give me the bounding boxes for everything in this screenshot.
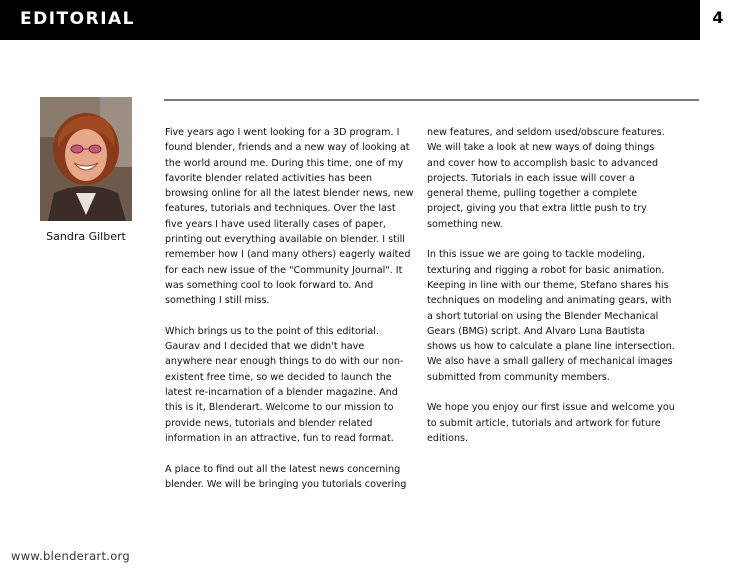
article-column-right xyxy=(427,125,695,462)
page-number: 4 xyxy=(712,8,724,27)
paragraph: Five years ago I went looking for a 3D program. I found blender, friends and a new way of looking at the world around me. During this time, one of my favorite blender related activities has been browsing online for all the latest blender news, new features, tutorials and techniques. Over the last five years I have used literally cases of paper, printing out everything available on blender. I still remember how I (and many others) eagerly waited for each new issue of the "Community Journal". It was something cool to look forward to. And something I still miss. xyxy=(165,127,414,307)
footer-url: www.blenderart.org xyxy=(11,549,130,563)
section-title: EDITORIAL xyxy=(20,9,136,29)
author-name: Sandra Gilbert xyxy=(46,230,126,243)
paragraph: new features, and seldom used/obscure features. We will take a look at new ways of doing things and cover how to accomplish basic to advanced projects. Tutorials in each issue will cover a general theme, pulling together a complete project, giving you that extra little push to try something new. xyxy=(427,127,665,230)
header-bar xyxy=(0,0,700,40)
author-photo xyxy=(40,97,132,221)
article-column-left xyxy=(165,125,433,507)
paragraph: We hope you enjoy our first issue and welcome you to submit article, tutorials and artwork for future editions. xyxy=(427,402,675,444)
author-portrait-image xyxy=(40,97,132,221)
paragraph: A place to find out all the latest news concerning blender. We will be bringing you tutorials covering xyxy=(165,463,407,490)
paragraph: Which brings us to the point of this editorial. Gaurav and I decided that we didn't have anywhere near enough things to do with our non- existent free time, so we decided to launch the latest re-incarnation of a blender magazine. And this is it, Blenderart. Welcome to our mission to provide news, tutorials and blender related information in an attractive, fun to read format. xyxy=(165,325,404,444)
paragraph: In this issue we are going to tackle modeling, texturing and rigging a robot for basic animation. Keeping in line with our theme, Stefano shares his techniques on modeling and animating gears, with a short tutorial on using the Blender Mechanical Gears (BMG) script. And Alvaro Luna Bautista shows us how to calculate a plane line intersection. We also have a small gallery of mechanical images submitted from community members. xyxy=(427,249,675,383)
horizontal-rule xyxy=(164,99,699,101)
